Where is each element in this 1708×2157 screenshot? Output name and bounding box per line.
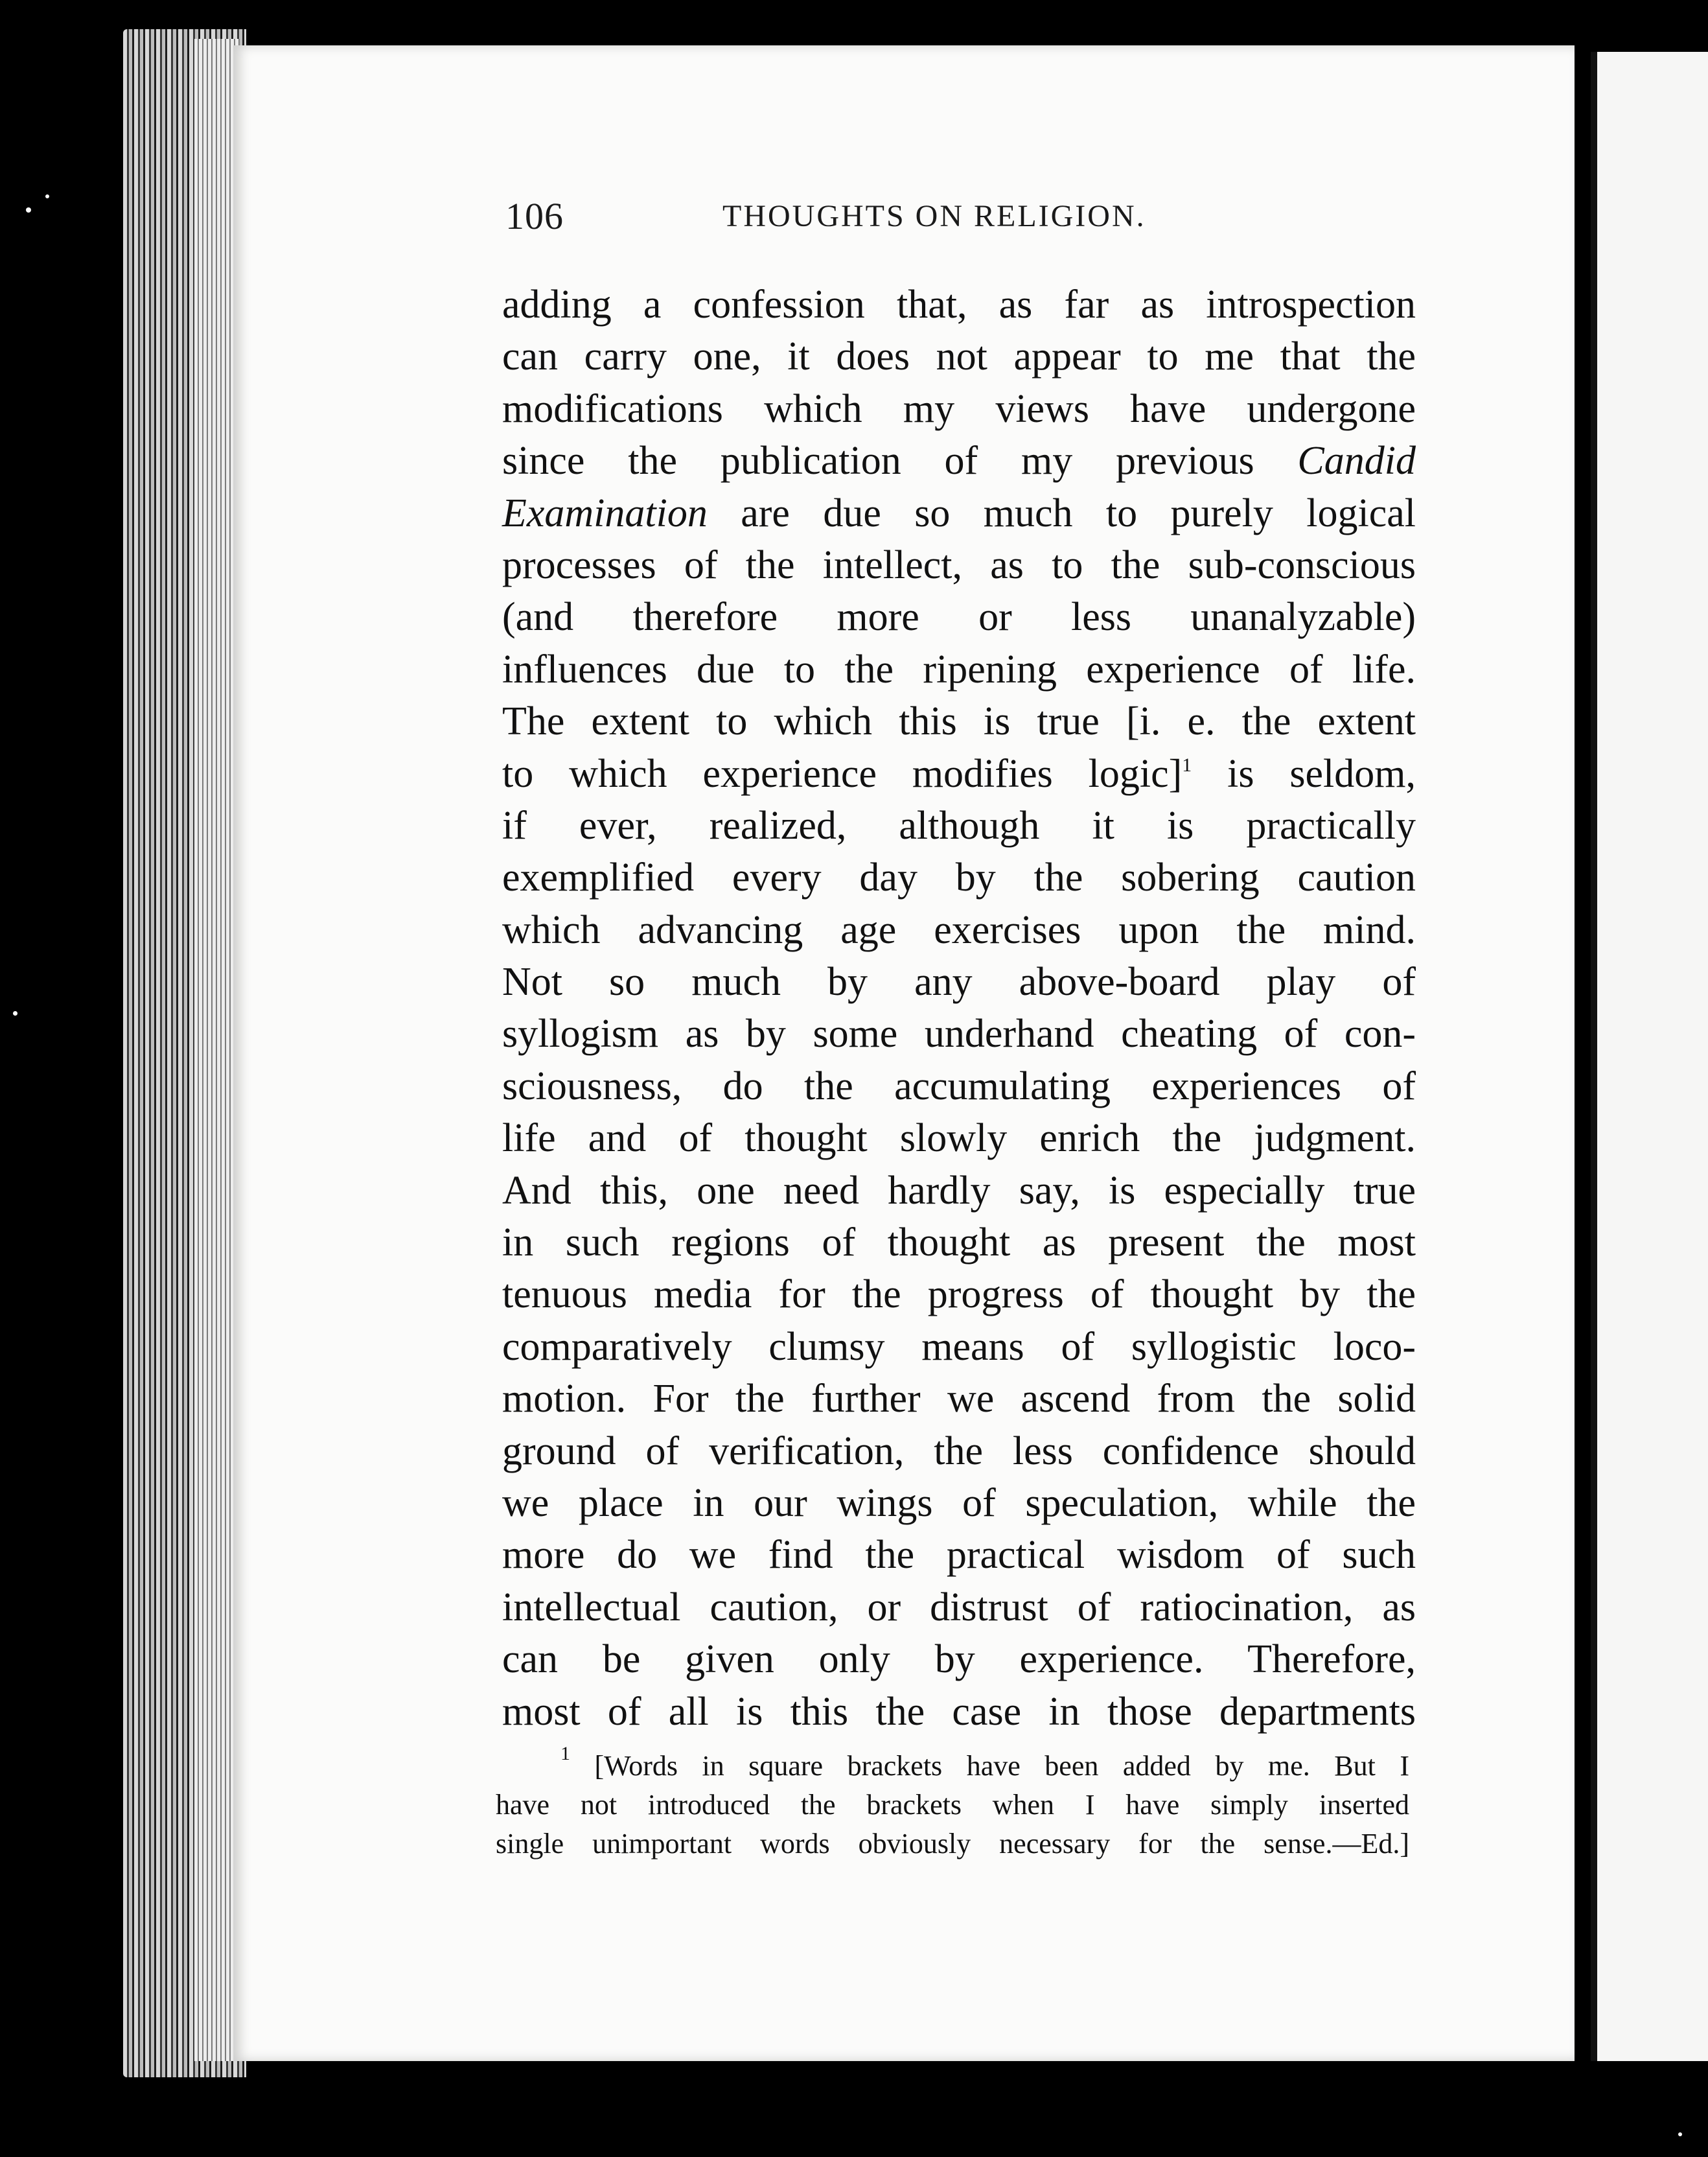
running-head: [505, 194, 1406, 253]
footnote-marker: 1: [560, 1743, 570, 1764]
text-line: in such regions of thought as present the most: [502, 1220, 1416, 1265]
text-line: [502, 435, 1416, 487]
body-text: [502, 279, 1416, 1738]
text-line: motion. For the further we ascend from the solid: [502, 1377, 1416, 1421]
scan-speck: [13, 1011, 17, 1016]
text-segment: is seldom,: [1227, 751, 1416, 796]
italic-title-word: Examination: [502, 491, 708, 535]
footnote-text: [Words in square brackets have been added by me. But I: [594, 1750, 1410, 1782]
footnote-line: [496, 1743, 1410, 1786]
text-line: tenuous media for the progress of thought by the: [502, 1272, 1416, 1317]
text-line: [502, 748, 1416, 800]
text-line: can be given only by experience. Therefore,: [502, 1637, 1416, 1682]
text-line: most of all is this the case in those departments: [502, 1689, 1416, 1734]
text-line: (and therefore more or less unanalyzable): [502, 595, 1416, 640]
text-line: processes of the intellect, as to the sub-conscious: [502, 542, 1416, 587]
text-line: The extent to which this is true [i. e. the extent: [502, 699, 1416, 744]
text-line: more do we find the practical wisdom of such: [502, 1533, 1416, 1578]
text-line: life and of thought slowly enrich the judgment.: [502, 1116, 1416, 1161]
footnote: [496, 1743, 1410, 1863]
running-title: THOUGHTS ON RELIGION.: [722, 199, 1146, 233]
text-segment: are due so much to purely logical: [741, 491, 1416, 535]
text-segment: to which experience modifies logic]: [502, 751, 1183, 796]
facing-page-edge: [1591, 52, 1708, 2061]
text-line: if ever, realized, although it is practically: [502, 803, 1416, 848]
text-line: modifications which my views have undergone: [502, 386, 1416, 431]
text-line: intellectual caution, or distrust of ratiocination, as: [502, 1585, 1416, 1629]
footnote-reference: 1: [1182, 754, 1192, 776]
text-line: And this, one need hardly say, is especially true: [502, 1168, 1416, 1213]
italic-title-word: Candid: [1297, 439, 1416, 484]
text-line: exemplified every day by the sobering caution: [502, 856, 1416, 900]
text-line: can carry one, it does not appear to me that the: [502, 334, 1416, 379]
footnote-line: have not introduced the brackets when I have simply inserted: [496, 1789, 1409, 1821]
scan-speck: [1678, 2132, 1682, 2136]
text-line: ground of verification, the less confidence should: [502, 1428, 1416, 1473]
text-line: adding a confession that, as far as introspection: [502, 283, 1416, 327]
text-line: syllogism as by some underhand cheating of con-: [502, 1012, 1416, 1056]
text-line: sciousness, do the accumulating experiences of: [502, 1064, 1416, 1108]
text-line: [502, 487, 1416, 539]
scan-speck: [45, 194, 49, 198]
text-line: comparatively clumsy means of syllogistic loco-: [502, 1324, 1416, 1369]
text-line: influences due to the ripening experience of life.: [502, 647, 1416, 692]
text-segment: since the publication of my previous: [502, 439, 1254, 484]
text-line: we place in our wings of speculation, while the: [502, 1480, 1416, 1525]
scan-speck: [26, 207, 31, 213]
page-number: 106: [505, 195, 564, 237]
footnote-line: single unimportant words obviously necessary for the sense.—Ed.]: [496, 1828, 1409, 1860]
text-line: which advancing age exercises upon the mind.: [502, 907, 1416, 952]
text-line: Not so much by any above-board play of: [502, 960, 1416, 1005]
